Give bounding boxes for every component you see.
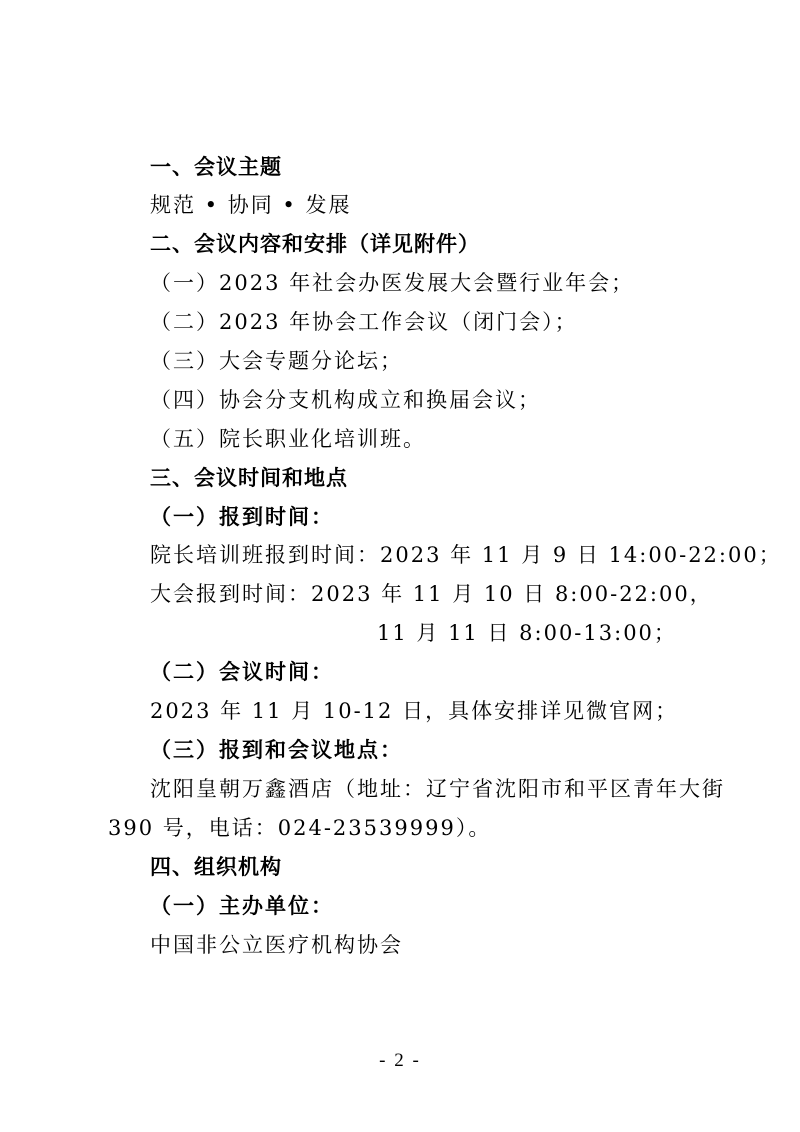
subheading-registration-time: （一）报到时间： [150,504,334,529]
content-item-2: （二）2023 年协会工作会议（闭门会）； [150,310,578,334]
subheading-meeting-time: （二）会议时间： [150,659,334,684]
section-heading-time-place: 三、会议时间和地点 [150,466,348,490]
content-item-4: （四）协会分支机构成立和换届会议； [150,388,541,412]
venue-text-line2: 390 号，电话：024-23539999）。 [108,816,492,840]
page-number: - 2 - [379,1050,421,1071]
section-heading-organization: 四、组织机构 [150,855,282,879]
venue-text-line1: 沈阳皇朝万鑫酒店（地址：辽宁省沈阳市和平区青年大街 [150,777,725,801]
subheading-host: （一）主办单位： [150,893,334,918]
section-heading-meeting-theme: 一、会议主题 [150,155,282,179]
section-heading-meeting-content: 二、会议内容和安排（详见附件） [150,232,480,256]
meeting-time-text: 2023 年 11 月 10-12 日，具体安排详见微官网； [150,699,679,723]
content-item-1: （一）2023 年社会办医发展大会暨行业年会； [150,271,635,295]
registration-time-training: 院长培训班报到时间：2023 年 11 月 9 日 14:00-22:00； [150,543,782,567]
meeting-theme-text: 规范 • 协同 • 发展 [150,193,352,217]
registration-time-conference: 大会报到时间：2023 年 11 月 10 日 8:00-22:00， [150,582,713,606]
content-item-5: （五）院长职业化培训班。 [150,427,426,451]
subheading-venue: （三）报到和会议地点： [150,737,403,762]
registration-time-conference-cont: 11 月 11 日 8:00-13:00； [377,621,677,645]
content-item-3: （三）大会专题分论坛； [150,349,403,373]
host-organization-text: 中国非公立医疗机构协会 [150,933,403,957]
